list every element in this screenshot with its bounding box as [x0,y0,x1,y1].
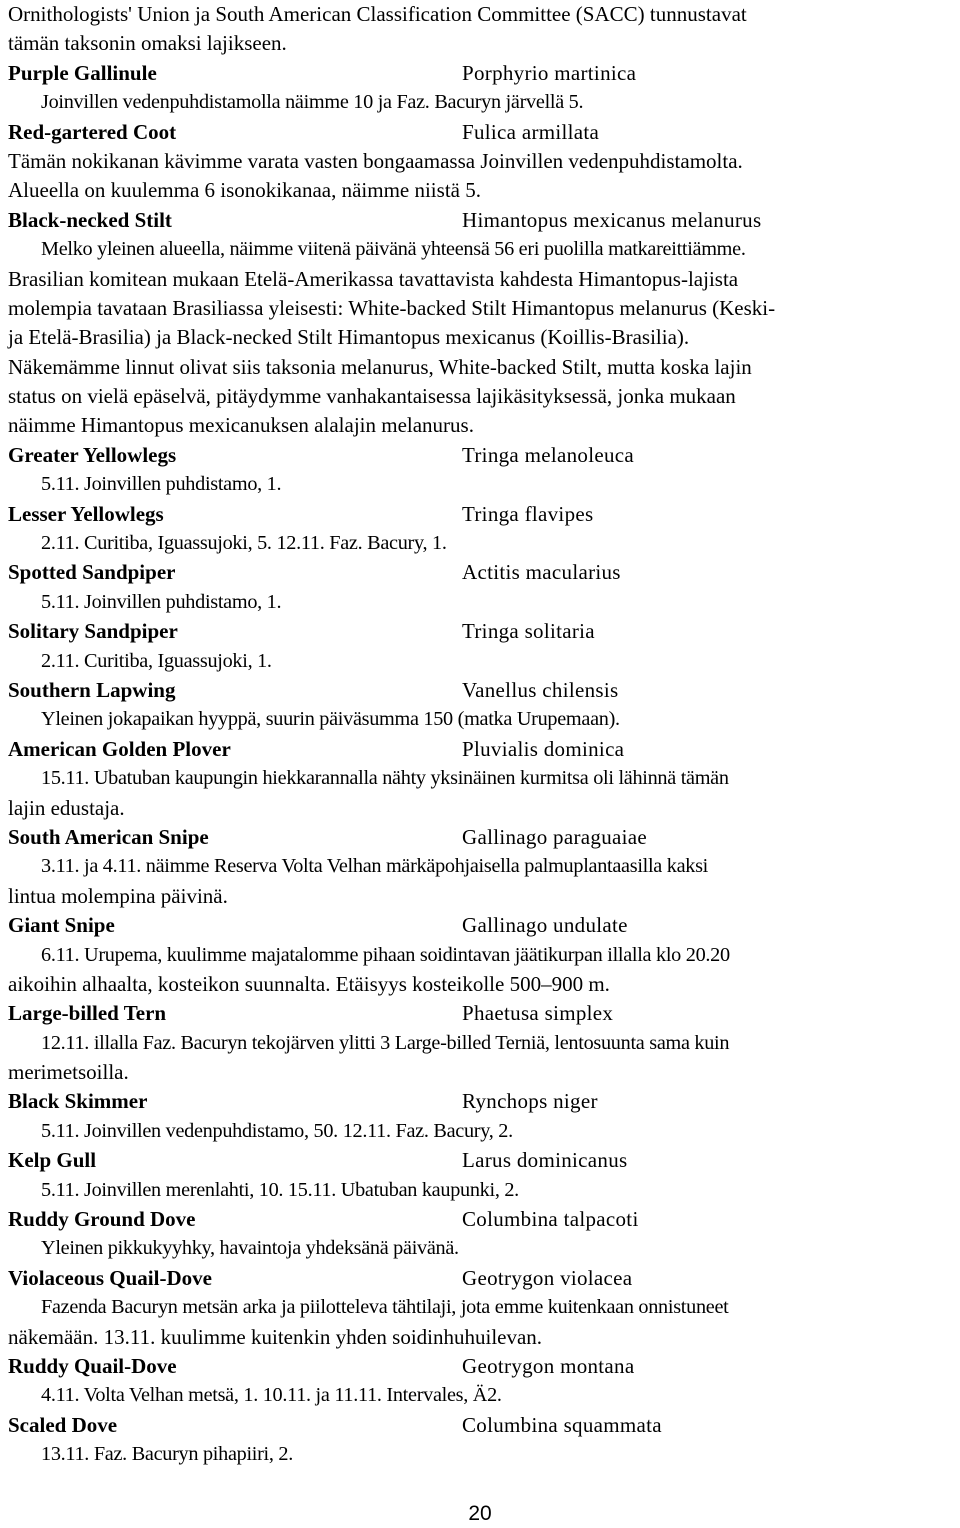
common-name: Purple Gallinule [8,60,157,85]
species-entry [8,118,948,206]
species-entry [8,441,948,500]
species-heading [8,558,948,587]
entry-text-line: Yleinen pikkukyyhky, havaintoja yhdeksänä päivänä. [41,1237,459,1260]
intro-line: tämän taksonin omaksi lajikseen. [8,31,287,56]
entry-text-line: Näkemämme linnut olivat siis taksonia melanurus, White-backed Stilt, mutta koska lajin [8,354,752,379]
common-name: Large-billed Tern [8,1001,167,1026]
species-entry [8,1205,948,1264]
species-entry [8,999,948,1087]
common-name: Lesser Yellowlegs [8,501,164,526]
common-name: Solitary Sandpiper [8,619,178,644]
scientific-name: Actitis macularius [462,560,621,585]
species-heading [8,118,948,147]
scientific-name: Columbina squammata [462,1412,662,1437]
species-entry [8,735,948,823]
entry-text-line: merimetsoilla. [8,1060,129,1085]
species-entry [8,206,948,441]
scientific-name: Pluvialis dominica [462,736,625,761]
scientific-name: Larus dominicanus [462,1148,628,1173]
common-name: Kelp Gull [8,1148,97,1173]
scientific-name: Gallinago paraguaiae [462,824,647,849]
common-name: Ruddy Ground Dove [8,1207,196,1232]
intro-paragraph [8,0,948,59]
common-name: American Golden Plover [8,736,231,761]
common-name: Black-necked Stilt [8,207,172,232]
species-heading [8,911,948,940]
scientific-name: Fulica armillata [462,119,600,144]
common-name: Ruddy Quail-Dove [8,1353,177,1378]
entry-text-line: 5.11. Joinvillen puhdistamo, 1. [41,473,282,496]
document-page [8,0,948,1470]
entry-text-line: 12.11. illalla Faz. Bacuryn tekojärven ylitti 3 Large-billed Terniä, lentosuunta sama kuin [41,1031,730,1054]
species-entry [8,676,948,735]
species-entry [8,911,948,999]
common-name: South American Snipe [8,824,209,849]
species-heading [8,676,948,705]
entry-text-line: Alueella on kuulemma 6 isonokikanaa, näimme niistä 5. [8,178,481,203]
scientific-name: Vanellus chilensis [462,677,619,702]
species-heading [8,999,948,1028]
entry-text-line: 6.11. Urupema, kuulimme majatalomme pihaan soidintavan jäätikurpan illalla klo 20.20 [41,943,730,966]
scientific-name: Porphyrio martinica [462,60,637,85]
entry-text-line: 5.11. Joinvillen puhdistamo, 1. [41,590,282,613]
entry-text-line: Melko yleinen alueella, näimme viitenä päivänä yhteensä 56 eri puolilla matkareittiämme. [41,238,746,261]
intro-line: Ornithologists' Union ja South American Classification Committee (SACC) tunnustavat [8,2,747,26]
common-name: Southern Lapwing [8,677,176,702]
entry-text-line: Joinvillen vedenpuhdistamolla näimme 10 ja Faz. Bacuryn järvellä 5. [41,91,584,114]
entry-text-line: 15.11. Ubatuban kaupungin hiekkarannalla nähty yksinäinen kurmitsa oli lähinnä tämän [41,767,729,790]
common-name: Spotted Sandpiper [8,560,176,585]
common-name: Greater Yellowlegs [8,442,177,467]
species-heading [8,1087,948,1116]
species-heading [8,1411,948,1440]
entry-text-line: lintua molempina päivinä. [8,883,228,908]
species-list [8,59,948,1470]
entry-text-line: Fazenda Bacuryn metsän arka ja piilotteleva tähtilaji, jota emme kuitenkaan onnistuneet [41,1296,729,1319]
scientific-name: Tringa solitaria [462,619,595,644]
scientific-name: Gallinago undulate [462,913,628,938]
species-heading [8,59,948,88]
species-entry [8,1264,948,1352]
scientific-name: Rynchops niger [462,1089,598,1114]
entry-text-line: aikoihin alhaalta, kosteikon suunnalta. Etäisyys kosteikolle 500–900 m. [8,971,610,996]
entry-text-line: näkemään. 13.11. kuulimme kuitenkin yhden soidinhuhuilevan. [8,1324,543,1349]
species-entry [8,59,948,118]
species-heading [8,500,948,529]
species-heading [8,1205,948,1234]
scientific-name: Himantopus mexicanus melanurus [462,207,762,232]
common-name: Scaled Dove [8,1412,118,1437]
scientific-name: Tringa flavipes [462,501,594,526]
species-entry [8,558,948,617]
species-entry [8,823,948,911]
species-entry [8,1146,948,1205]
entry-text-line: 2.11. Curitiba, Iguassujoki, 1. [41,649,272,672]
species-heading [8,1352,948,1381]
scientific-name: Columbina talpacoti [462,1207,639,1232]
species-entry [8,1352,948,1411]
entry-text-line: 5.11. Joinvillen merenlahti, 10. 15.11. Ubatuban kaupunki, 2. [41,1178,519,1201]
entry-text-line: Brasilian komitean mukaan Etelä-Amerikassa tavattavista kahdesta Himantopus-lajista [8,266,739,291]
scientific-name: Tringa melanoleuca [462,442,634,467]
common-name: Red-gartered Coot [8,119,177,144]
entry-text-line: 13.11. Faz. Bacuryn pihapiiri, 2. [41,1443,293,1466]
species-heading [8,735,948,764]
entry-text-line: lajin edustaja. [8,795,125,820]
scientific-name: Geotrygon montana [462,1353,635,1378]
entry-text-line: Tämän nokikanan kävimme varata vasten bongaamassa Joinvillen vedenpuhdistamolta. [8,148,743,173]
entry-text-line: 3.11. ja 4.11. näimme Reserva Volta Velhan märkäpohjaisella palmuplantaasilla kaksi [41,855,708,878]
species-heading [8,1264,948,1293]
common-name: Giant Snipe [8,913,115,938]
species-entry [8,617,948,676]
entry-text-line: 5.11. Joinvillen vedenpuhdistamo, 50. 12.11. Faz. Bacury, 2. [41,1119,513,1142]
scientific-name: Geotrygon violacea [462,1265,633,1290]
page-number: 20 [468,1502,492,1525]
entry-text-line: 4.11. Volta Velhan metsä, 1. 10.11. ja 11.11. Intervales, Ä2. [41,1384,502,1407]
entry-text-line: näimme Himantopus mexicanuksen alalajin melanurus. [8,413,474,438]
entry-text-line: ja Etelä-Brasilia) ja Black-necked Stilt Himantopus mexicanus (Koillis-Brasilia). [8,325,690,350]
species-heading [8,441,948,470]
species-heading [8,1146,948,1175]
species-heading [8,617,948,646]
entry-text-line: 2.11. Curitiba, Iguassujoki, 5. 12.11. Faz. Bacury, 1. [41,532,447,555]
entry-text-line: Yleinen jokapaikan hyyppä, suurin päiväsumma 150 (matka Urupemaan). [41,708,620,731]
species-heading [8,823,948,852]
entry-text-line: molempia tavataan Brasiliassa yleisesti: White-backed Stilt Himantopus melanurus (Keski- [8,295,776,320]
species-entry [8,1087,948,1146]
species-heading [8,206,948,235]
species-entry [8,1411,948,1470]
common-name: Violaceous Quail-Dove [8,1265,212,1290]
scientific-name: Phaetusa simplex [462,1001,614,1026]
entry-text-line: status on vielä epäselvä, pitäydymme vanhakantaisessa lajikäsityksessä, jonka mukaan [8,384,736,409]
species-entry [8,500,948,559]
common-name: Black Skimmer [8,1089,148,1114]
